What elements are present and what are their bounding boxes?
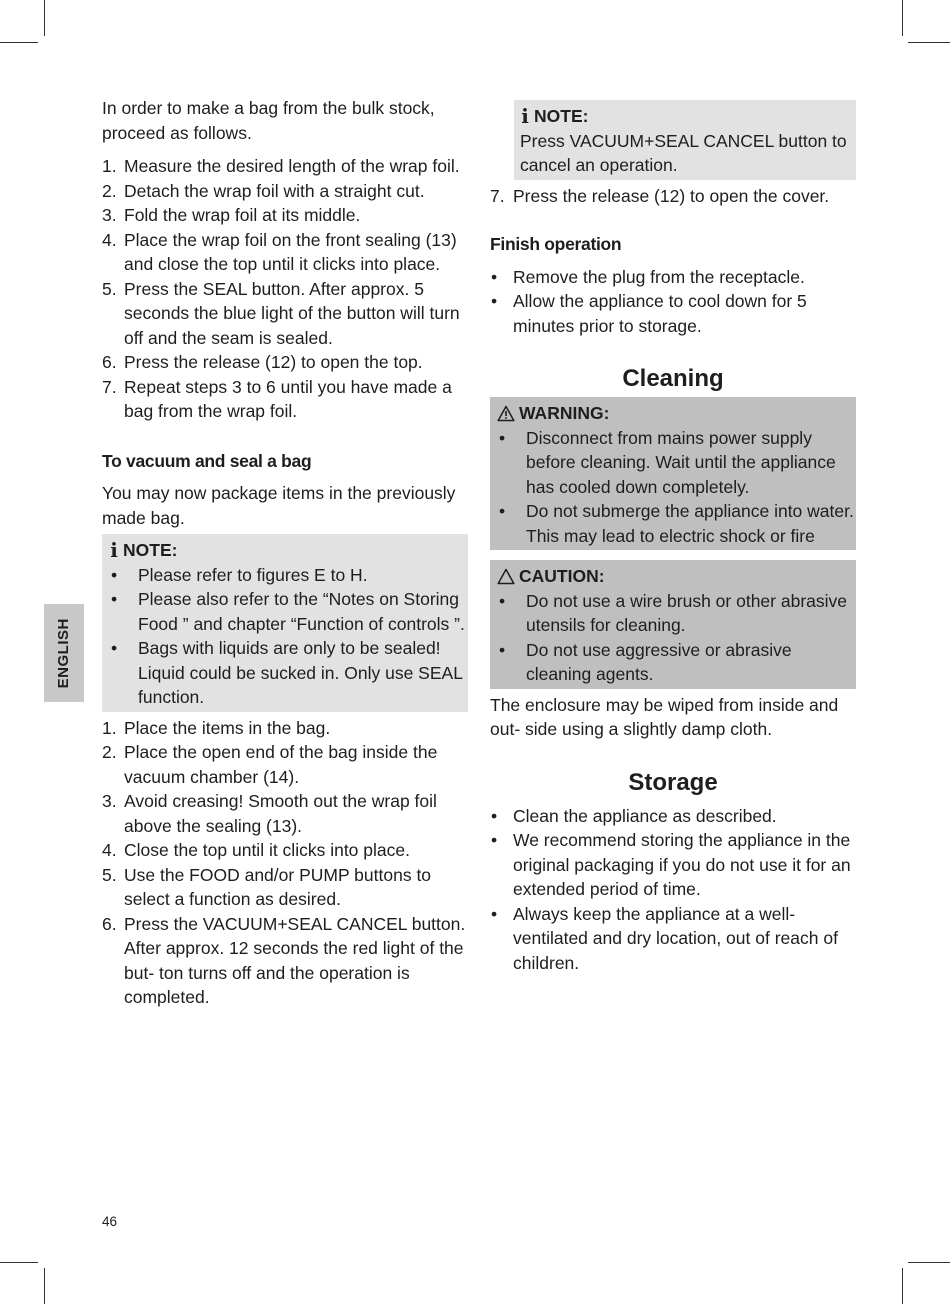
- step-number: 7.: [490, 185, 505, 206]
- caution-title: [497, 564, 856, 589]
- section-title-cleaning: Cleaning: [622, 365, 724, 392]
- crop-mark: [908, 42, 950, 43]
- warning-text: Do not submerge the appliance into water. This may lead to electric shock or fire: [526, 501, 854, 546]
- finish-list: [490, 265, 856, 339]
- crop-mark: [44, 0, 45, 36]
- list-item: [102, 838, 468, 863]
- caution-title-label: CAUTION:: [519, 566, 605, 586]
- list-item: [102, 716, 468, 741]
- list-item: [490, 265, 856, 290]
- step-text: Detach the wrap foil with a straight cut.: [124, 180, 425, 201]
- right-column: [490, 100, 856, 975]
- finish-text: Remove the plug from the receptacle.: [513, 266, 805, 287]
- note-box: [514, 100, 856, 180]
- step-text: Place the wrap foil on the front sealing (13) and close the top until it clicks into place.: [124, 229, 457, 274]
- step-number: 2.: [102, 742, 117, 762]
- list-item: [102, 203, 468, 228]
- storage-text: Clean the appliance as described.: [513, 805, 777, 826]
- crop-mark: [44, 1268, 45, 1304]
- storage-list: [490, 804, 856, 976]
- caution-box: [490, 560, 856, 689]
- step-number: 6.: [102, 913, 117, 934]
- step-text: Repeat steps 3 to 6 until you have made a bag from the wrap foil.: [124, 376, 452, 421]
- step-text: Press the SEAL button. After approx. 5 seconds the blue light of the button will turn off and the seam is sealed.: [124, 278, 460, 348]
- list-item: [109, 563, 468, 588]
- note-text: Press VACUUM+SEAL CANCEL button to cancel an operation.: [520, 130, 847, 175]
- list-item: [497, 638, 856, 687]
- bullet: •: [111, 589, 118, 609]
- step-number: 1.: [102, 717, 117, 738]
- warning-box: [490, 397, 856, 550]
- note-list: [109, 563, 468, 710]
- bullet: •: [491, 266, 498, 287]
- bullet: •: [111, 638, 118, 658]
- enclosure-paragraph: The enclosure may be wiped from inside and out- side using a slightly damp cloth.: [490, 694, 839, 739]
- step-text: Press the release (12) to open the top.: [124, 352, 423, 372]
- finish-text: Allow the appliance to cool down for 5 minutes prior to storage.: [513, 291, 807, 336]
- storage-text: Always keep the appliance at a well-ventilated and dry location, out of reach of children.: [513, 903, 838, 973]
- step-number: 3.: [102, 791, 117, 811]
- caution-text: Do not use aggressive or abrasive cleaning agents.: [526, 639, 792, 684]
- step-text: Press the VACUUM+SEAL CANCEL button. After approx. 12 seconds the red light of the but- ton turns off and the operation is completed.: [124, 913, 466, 1007]
- step-text: Measure the desired length of the wrap foil.: [124, 156, 460, 176]
- list-item: [102, 740, 468, 789]
- bullet: •: [499, 501, 506, 521]
- list-item: [102, 375, 468, 424]
- bullet: •: [491, 830, 498, 850]
- info-icon: i: [110, 538, 118, 563]
- step-text: Avoid creasing! Smooth out the wrap foil above the sealing (13).: [124, 791, 437, 836]
- section-heading-vacuum-seal: To vacuum and seal a bag: [102, 450, 312, 471]
- crop-mark: [902, 1268, 903, 1304]
- list-item: [490, 289, 856, 338]
- vacuum-intro-paragraph: You may now package items in the previously made bag.: [102, 483, 456, 528]
- step-number: 6.: [102, 352, 117, 372]
- left-column: [102, 96, 468, 1010]
- step-number: 2.: [102, 180, 117, 201]
- list-item: [102, 789, 468, 838]
- info-icon: i: [521, 104, 529, 129]
- bullet: •: [499, 590, 506, 611]
- bullet: •: [491, 805, 498, 826]
- section-title-storage: Storage: [628, 768, 718, 796]
- note-text: Bags with liquids are only to be sealed! Liquid could be sucked in. Only use SEAL function.: [138, 638, 463, 707]
- list-item: [490, 804, 856, 829]
- warning-text: Disconnect from mains power supply before cleaning. Wait until the appliance has cooled down completely.: [526, 427, 836, 497]
- list-item: [490, 184, 856, 209]
- list-item: [102, 912, 468, 1010]
- step-number: 7.: [102, 376, 117, 397]
- note-title: [109, 538, 468, 563]
- list-item: [497, 499, 856, 548]
- crop-mark: [0, 42, 38, 43]
- warning-triangle-icon: [497, 405, 515, 422]
- note-text: Please also refer to the “Notes on Storing Food ” and chapter “Function of controls ”.: [138, 589, 465, 634]
- list-item: [102, 863, 468, 912]
- language-tab: [44, 604, 84, 702]
- list-item: [490, 902, 856, 976]
- list-item: [102, 277, 468, 351]
- step-text: Use the FOOD and/or PUMP buttons to select a function as desired.: [124, 864, 432, 909]
- note-box: [102, 534, 468, 712]
- list-item: [102, 228, 468, 277]
- step-text: Close the top until it clicks into place.: [124, 840, 410, 860]
- step-number: 3.: [102, 205, 117, 225]
- warning-title-label: WARNING:: [519, 403, 610, 423]
- bullet: •: [491, 291, 498, 311]
- step-number: 1.: [102, 156, 117, 176]
- list-item: [102, 179, 468, 204]
- list-item: [490, 828, 856, 902]
- page-number: 46: [102, 1214, 118, 1229]
- bag-making-steps: [102, 154, 468, 424]
- storage-text: We recommend storing the appliance in the original packaging if you do not use it for an extended period of time.: [513, 830, 851, 899]
- crop-mark: [902, 0, 903, 36]
- list-item: [497, 589, 856, 638]
- caution-triangle-icon: [497, 568, 515, 585]
- step-number: 4.: [102, 229, 117, 250]
- list-item: [109, 587, 468, 636]
- step-text: Place the open end of the bag inside the vacuum chamber (14).: [124, 742, 438, 787]
- warning-list: [497, 426, 856, 549]
- note-title-label: NOTE:: [123, 540, 178, 560]
- note-title-label: NOTE:: [534, 106, 589, 126]
- continued-steps: [490, 184, 856, 209]
- step-number: 5.: [102, 864, 117, 885]
- crop-mark: [908, 1262, 950, 1263]
- note-title: [520, 104, 856, 129]
- crop-mark: [0, 1262, 38, 1263]
- step-text: Press the release (12) to open the cover.: [513, 185, 830, 206]
- step-number: 4.: [102, 840, 117, 860]
- list-item: [497, 426, 856, 500]
- bullet: •: [491, 903, 498, 924]
- intro-paragraph: In order to make a bag from the bulk stock, proceed as follows.: [102, 98, 435, 143]
- language-tab-label: ENGLISH: [54, 617, 72, 689]
- note-text: Please refer to figures E to H.: [138, 564, 368, 585]
- vacuum-seal-steps: [102, 716, 468, 1010]
- step-text: Fold the wrap foil at its middle.: [124, 205, 361, 225]
- bullet: •: [499, 639, 506, 660]
- section-heading-finish: Finish operation: [490, 234, 622, 254]
- list-item: [102, 154, 468, 179]
- step-text: Place the items in the bag.: [124, 717, 331, 738]
- list-item: [102, 350, 468, 375]
- bullet: •: [499, 427, 506, 448]
- list-item: [109, 636, 468, 710]
- caution-text: Do not use a wire brush or other abrasive utensils for cleaning.: [526, 590, 847, 635]
- warning-title: [497, 401, 856, 426]
- bullet: •: [111, 564, 118, 585]
- caution-list: [497, 589, 856, 687]
- step-number: 5.: [102, 278, 117, 299]
